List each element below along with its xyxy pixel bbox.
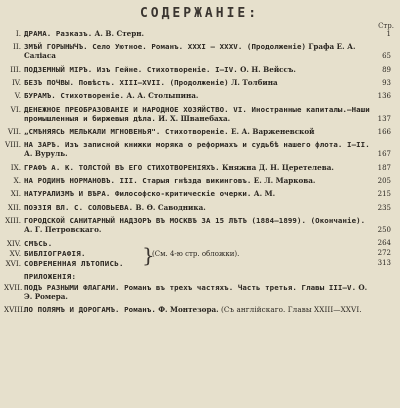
entry-page: 264	[377, 239, 391, 248]
entry-author: Ф. Монтезора.	[158, 305, 219, 315]
entry-author: А. Г. Петровскаго.	[24, 224, 102, 234]
toc-entry	[4, 43, 395, 61]
entry-text: ПОДЪ РАЗНЫМИ ФЛАГАМИ. Романъ въ трехъ частяхъ. Часть третья. Главы III—V.	[24, 283, 357, 293]
entry-page: 93	[382, 78, 391, 87]
entry-page: 1	[386, 30, 391, 38]
toc-entry	[4, 79, 395, 88]
toc-entry	[4, 204, 395, 213]
entry-text: „СМѢНЯЯСЬ МЕЛЬКАЛИ МГНОВЕНЬЯ". Стихотворенiе.	[24, 126, 229, 136]
entry-text-continued: (Съ англiйскаго. Главы XXIII—XXVI.	[220, 305, 362, 315]
entry-text: НАТУРАЛИЗМЪ И ВѢРА. Философско-критическiе очерки.	[24, 189, 252, 199]
entry-author: А. А. Столыпина.	[126, 91, 199, 101]
toc-entry	[4, 106, 395, 124]
entry-number: V.	[14, 91, 21, 101]
toc-entry	[4, 177, 395, 186]
brace-group	[4, 239, 395, 269]
toc-entry	[4, 164, 395, 173]
entry-author: О. Э. Ромера.	[24, 283, 368, 302]
entry-text: БИБЛIОГРАФIЯ.	[24, 249, 86, 259]
entry-number: X.	[13, 175, 21, 185]
entry-number: XV.	[9, 249, 21, 259]
entry-text: ПО ПОЛЯМЪ И ДОРОГАМЪ. Романъ.	[24, 305, 156, 315]
entry-author: О. Н. Вейссъ.	[240, 64, 296, 74]
entry-number: VII.	[7, 126, 21, 136]
entry-author: И. Х. Шванебаха.	[158, 113, 231, 123]
entry-number: XVIII.	[4, 305, 26, 315]
brace-note: (См. 4-ю стр. обложки).	[152, 250, 240, 259]
entry-page: 313	[377, 259, 391, 268]
toc-entry	[4, 217, 395, 235]
entry-author: А. М.	[253, 189, 276, 199]
page-title: СОДЕРЖАНIЕ:	[139, 6, 260, 21]
entry-text: НА РОДИНѢ НОРМАНОВЪ. III. Старыя гнѣзда викинговъ.	[24, 175, 252, 185]
toc-entry	[4, 306, 395, 315]
entry-text: ПОДЗЕМНЫЙ МIРЪ. Изъ Гейне. Стихотворенiе. I—IV.	[24, 64, 238, 74]
entry-number: XVI.	[5, 259, 21, 269]
entry-page: 187	[377, 163, 391, 172]
entry-number: VI.	[10, 104, 21, 114]
entry-text: ГРАФЪ А. К. ТОЛСТОЙ ВЪ ЕГО СТИХОТВОРЕНIЯХЪ.	[24, 162, 220, 172]
entry-page: 215	[377, 190, 391, 199]
entry-author: В. Ѳ. Саводника.	[135, 202, 206, 212]
toc-entry	[4, 30, 395, 39]
toc-entry	[4, 66, 395, 75]
entry-number: XVII.	[4, 283, 23, 293]
entry-number: XI.	[10, 189, 21, 199]
toc-entry	[4, 141, 395, 159]
toc-entries	[4, 30, 395, 315]
entry-page: 205	[377, 176, 391, 185]
entry-author: Княжна Д. Н. Церетелева.	[221, 162, 334, 172]
section-heading: ПРИЛОЖЕНIЯ:	[24, 272, 77, 282]
entry-author: Е. А. Варженевской	[231, 126, 315, 136]
entry-text: СОВРЕМЕННАЯ ЛѢТОПИСЬ.	[24, 259, 124, 269]
entry-text: НА ЗАРѢ. Изъ записной книжки моряка о реформахъ и судьбѣ нашего флота. I—II.	[24, 140, 370, 150]
entry-page: 89	[382, 65, 391, 74]
entry-page: 65	[382, 52, 391, 61]
entry-text: ЗМѢЙ ГОРЫНЫЧЪ. Село Уютное. Романъ. XXXI — XXXV. (Продолженiе)	[24, 42, 307, 52]
entry-number: II.	[13, 42, 21, 52]
toc-entry	[4, 92, 395, 101]
entry-text: ГОРОДСКОЙ САНИТАРНЫЙ НАДЗОРЪ ВЪ МОСКВѢ ЗА 15 ЛѢТЪ (1884—1899). (Окончанiе).	[24, 216, 366, 226]
entry-text: ПОЭЗIЯ ВЛ. С. СОЛОВЬЕВА.	[24, 202, 134, 212]
entry-number: XIII.	[5, 216, 21, 226]
entry-text: БУРАМЪ. Стихотворенiе.	[24, 91, 125, 101]
entry-author: А. Вуруль.	[24, 149, 68, 159]
entry-text: ДЕНЕЖНОЕ ПРЕОБРАЗОВАНIЕ И НАРОДНОЕ ХОЗЯЙСТВО. VI. Иностранные капиталы.—Наши промышленныя и биржевыя дѣла.	[24, 104, 370, 123]
entry-author: Е. Л. Маркова.	[253, 175, 316, 185]
entry-page: 167	[377, 150, 391, 159]
entry-number: XIV.	[6, 239, 21, 249]
entry-number: VIII.	[5, 140, 21, 150]
toc-entry	[4, 128, 395, 137]
entry-page: 166	[377, 127, 391, 136]
toc-entry	[4, 190, 395, 199]
entry-author: Л. Толбина	[231, 77, 278, 87]
entry-number: IX.	[10, 162, 21, 172]
toc-entry	[4, 284, 395, 302]
entry-number: III.	[10, 64, 21, 74]
entry-page: 137	[377, 114, 391, 123]
curly-brace-icon: }	[142, 243, 155, 268]
entry-number: I.	[15, 29, 21, 38]
page-column-label: Стр.	[378, 22, 394, 30]
entry-page: 235	[377, 203, 391, 212]
entry-number: XII.	[7, 202, 21, 212]
entry-text: ДРАМА. Разказъ.	[24, 29, 93, 38]
entry-author: Графа Е. А. Саліаса	[24, 42, 356, 61]
entry-page: 136	[377, 92, 391, 101]
entry-page: 250	[377, 225, 391, 234]
entry-text: СМѢСЬ.	[24, 239, 53, 249]
entry-text: БЕЗЪ ПОЧВЫ. Повѣсть. XIII—XVII. (Продолженiе)	[24, 77, 229, 87]
entry-page: 272	[377, 249, 391, 258]
entry-author: А. В. Стерн.	[94, 29, 145, 38]
entry-number: IV.	[11, 77, 21, 87]
